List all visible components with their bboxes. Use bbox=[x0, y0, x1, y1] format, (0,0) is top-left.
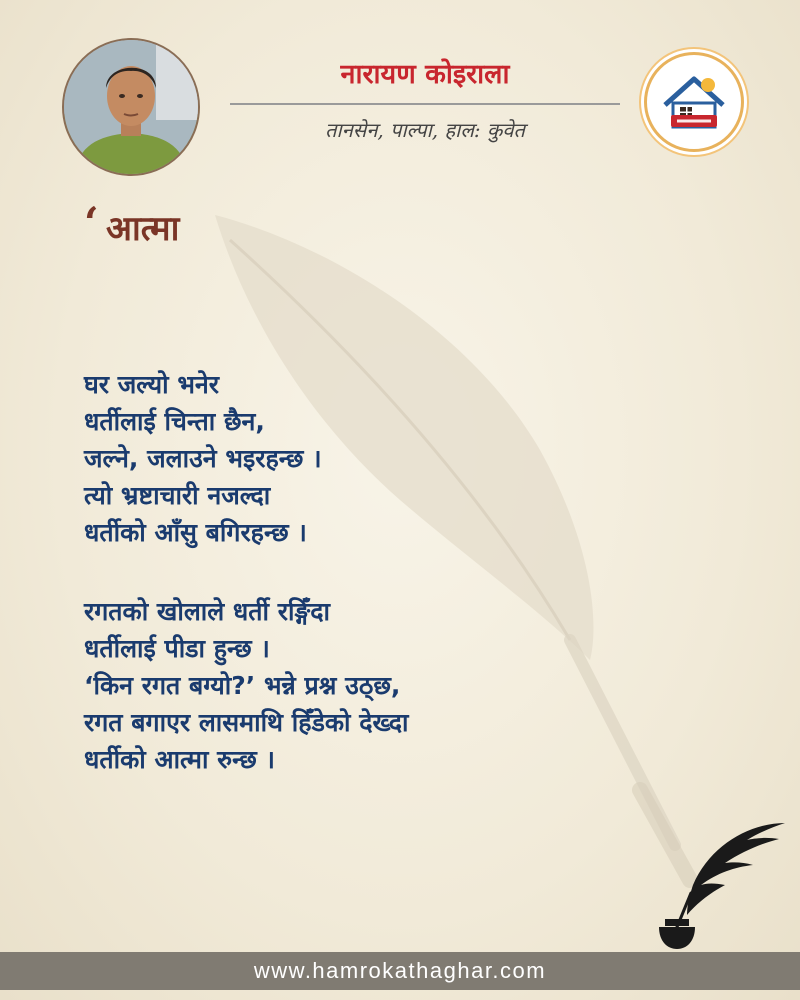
poem-line: धर्तीलाई चिन्ता छैन, bbox=[84, 407, 265, 436]
poem-line: घर जल्यो भनेर bbox=[84, 370, 220, 399]
poem-line: त्यो भ्रष्टाचारी नजल्दा bbox=[84, 481, 271, 510]
title-quote-mark: ‘ bbox=[84, 198, 99, 247]
stanza-2 bbox=[84, 593, 644, 778]
author-photo bbox=[62, 38, 200, 176]
poem-line: ‘किन रगत बग्यो?’ भन्ने प्रश्न उठ्छ, bbox=[84, 671, 401, 700]
poem-line: धर्तीको आँसु बगिरहन्छ । bbox=[84, 518, 307, 547]
poem-body bbox=[84, 366, 644, 820]
header-divider bbox=[230, 103, 620, 105]
poem-title-text: आत्मा bbox=[106, 209, 180, 249]
hamro-kathaghar-logo bbox=[644, 52, 744, 152]
footer-bar bbox=[0, 952, 800, 990]
poem-line: धर्तीको आत्मा रुन्छ । bbox=[84, 745, 275, 774]
stanza-1 bbox=[84, 366, 644, 551]
poem-line: रगतको खोलाले धर्ती रङ्गिँदा bbox=[84, 597, 331, 626]
author-location: तानसेन, पाल्पा, हाल: कुवेत bbox=[325, 118, 525, 142]
author-name: नारायण कोइराला bbox=[340, 59, 510, 90]
poem-line: रगत बगाएर लासमाथि हिँडेको देख्दा bbox=[84, 708, 409, 737]
quill-inkwell-icon bbox=[655, 815, 790, 955]
poem-line: जल्ने, जलाउने भइरहन्छ । bbox=[84, 444, 322, 473]
poem-line: धर्तीलाई पीडा हुन्छ । bbox=[84, 634, 270, 663]
website-url[interactable]: www.hamrokathaghar.com bbox=[253, 958, 547, 983]
